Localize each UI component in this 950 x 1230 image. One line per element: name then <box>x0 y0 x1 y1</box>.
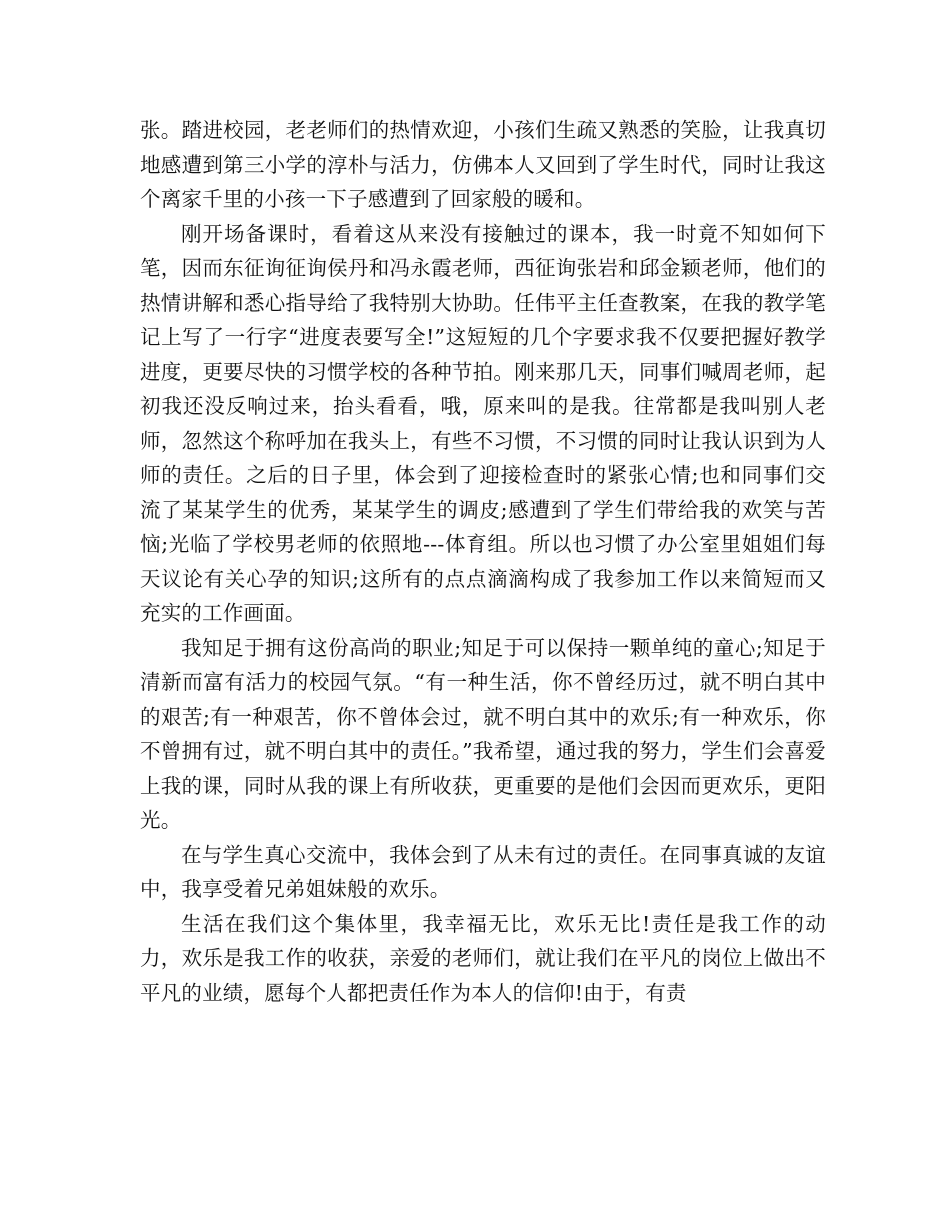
document-body <box>140 113 826 1010</box>
paragraph-lesson-preparation: 刚开场备课时，看着这从来没有接触过的课本，我一时竟不知如何下笔，因而东征询征询侯丹和冯永霞老师，西征询张岩和邱金颖老师，他们的热情讲解和悉心指导给了我特别大协助。任伟平主任查教案，在我的教学笔记上写了一行字“进度表要写全!”这短短的几个字要求我不仅要把握好教学进度，更要尽快的习惯学校的各种节拍。刚来那几天，同事们喊周老师，起初我还没反响过来，抬头看看，哦，原来叫的是我。往常都是我叫别人老师，忽然这个称呼加在我头上，有些不习惯，不习惯的同时让我认识到为人师的责任。之后的日子里，体会到了迎接检查时的紧张心情;也和同事们交流了某某学生的优秀，某某学生的调皮;感遭到了学生们带给我的欢笑与苦恼;光临了学校男老师的依照地---体育组。所以也习惯了办公室里姐姐们每天议论有关心孕的知识;这所有的点点滴滴构成了我参加工作以来简短而又充实的工作画面。 <box>140 221 826 625</box>
paragraph-responsibility: 在与学生真心交流中，我体会到了从未有过的责任。在同事真诚的友谊中，我享受着兄弟姐妹般的欢乐。 <box>140 842 826 901</box>
paragraph-continued: 张。踏进校园，老老师们的热情欢迎，小孩们生疏又熟悉的笑脸，让我真切地感遭到第三小学的淳朴与活力，仿佛本人又回到了学生时代，同时让我这个离家千里的小孩一下子感遭到了回家般的暖和。 <box>140 118 826 211</box>
paragraph-collective-life: 生活在我们这个集体里，我幸福无比，欢乐无比!责任是我工作的动力，欢乐是我工作的收获，亲爱的老师们，就让我们在平凡的岗位上做出不平凡的业绩，愿每个人都把责任作为本人的信仰!由于，有责 <box>140 911 826 1005</box>
paragraph-contentment: 我知足于拥有这份高尚的职业;知足于可以保持一颗单纯的童心;知足于清新而富有活力的校园气氛。“有一种生活，你不曾经历过，就不明白其中的艰苦;有一种艰苦，你不曾体会过，就不明白其中的欢乐;有一种欢乐，你不曾拥有过，就不明白其中的责任。”我希望，通过我的努力，学生们会喜爱上我的课，同时从我的课上有所收获，更重要的是他们会因而更欢乐，更阳光。 <box>140 635 826 832</box>
